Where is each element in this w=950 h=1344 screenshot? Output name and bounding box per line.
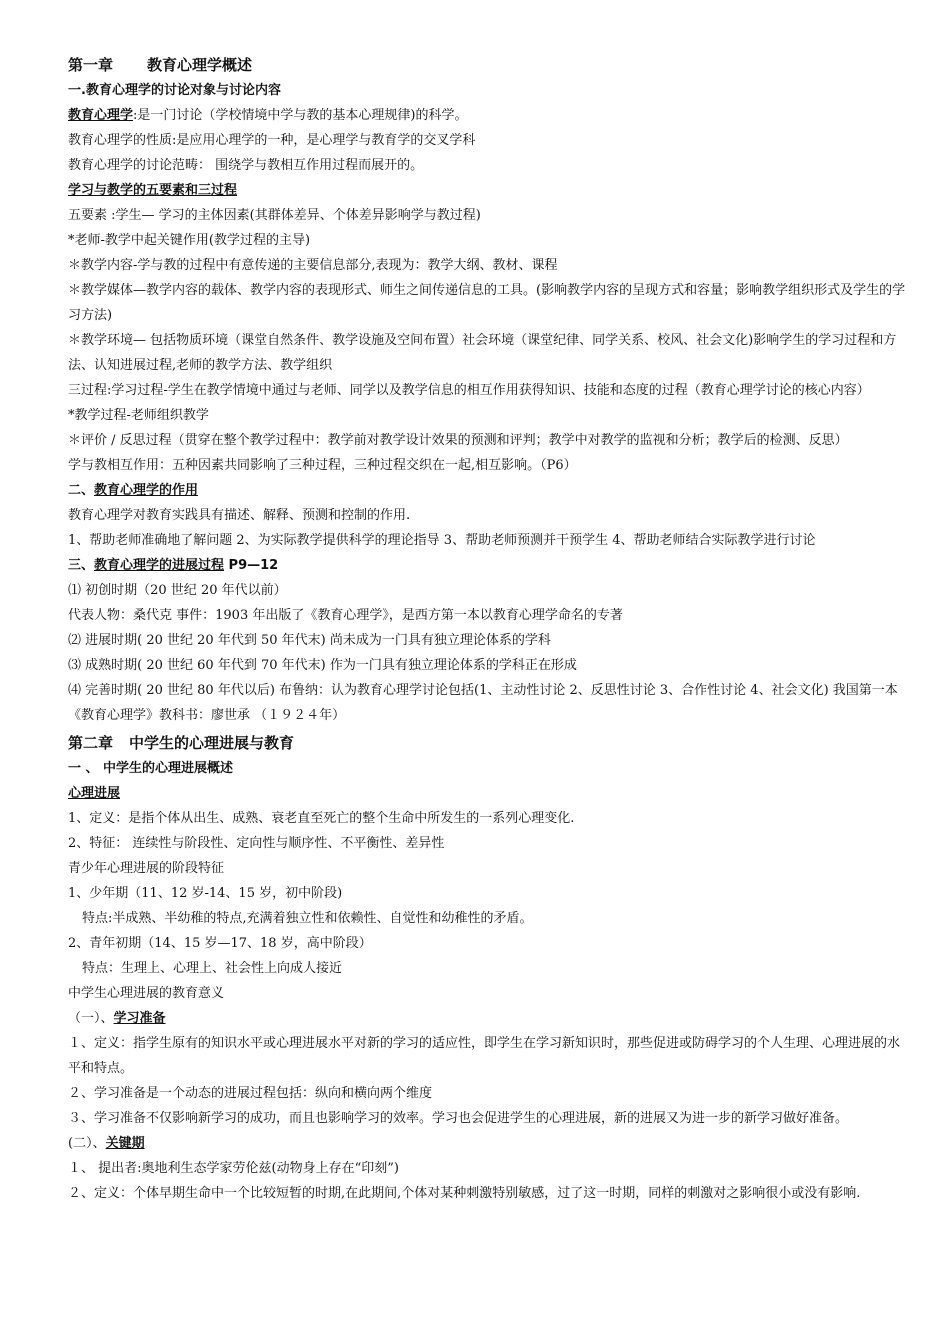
subsection-number: (二）、 [68, 1136, 106, 1151]
paragraph: 特点：生理上、心理上、社会性上向成人接近 [82, 961, 343, 976]
subsection-heading [68, 1131, 908, 1156]
paragraph: 三过程:学习过程-学生在教学情境中通过与老师、同学以及教学信息的相互作用获得知识、技能和态度的过程（教育心理学讨论的核心内容） [68, 383, 870, 398]
paragraph: ⑴ 初创时期（20 世纪 20 年代以前） [68, 583, 287, 598]
paragraph: ＊教学媒体—教学内容的载体、教学内容的表现形式、师生之间传递信息的工具。(影响教学内容的呈现方式和容量；影响教学组织形式及学生的学习方法) [68, 283, 906, 323]
paragraph: 2、特征： 连续性与阶段性、定向性与顺序性、不平衡性、差异性 [68, 836, 445, 851]
subsection-heading: 心理进展 [68, 786, 121, 801]
paragraph: 1、定义：是指个体从出生、成熟、衰老直至死亡的整个生命中所发生的一系列心理变化. [68, 811, 575, 826]
paragraph: ３、学习准备不仅影响新学习的成功，而且也影响学习的效率。学习也会促进学生的心理进展，新的进展又为进一步的新学习做好准备。 [68, 1111, 849, 1126]
paragraph: ２、学习准备是一个动态的进展过程包括：纵向和横向两个维度 [68, 1086, 433, 1101]
paragraph: 五要素 :学生— 学习的主体因素(其群体差异、个体差异影响学与教过程) [68, 208, 481, 223]
paragraph: 中学生心理进展的教育意义 [68, 986, 225, 1001]
paragraph: ＊教学内容-学与教的过程中有意传递的主要信息部分,表现为：教学大纲、教材、课程 [68, 258, 558, 273]
paragraph: *老师-教学中起关键作用(教学过程的主导) [68, 233, 311, 248]
subsection-title: 关键期 [105, 1136, 145, 1151]
section-heading [68, 553, 908, 578]
chapter-title: 中学生的心理进展与教育 [129, 734, 295, 752]
paragraph: *教学过程-老师组织教学 [68, 408, 209, 423]
section-title: 教育心理学的进展过程 [94, 558, 225, 573]
paragraph: １、 提出者:奥地利生态学家劳伦兹(动物身上存在“印刻”) [68, 1161, 399, 1176]
paragraph: ＊评价 / 反思过程（贯穿在整个教学过程中：教学前对教学设计效果的预测和评判；教学中对教学的监视和分析；教学后的检测、反思） [68, 433, 848, 448]
chapter-title: 教育心理学概述 [147, 56, 253, 74]
paragraph: ⑷ 完善时期( 20 世纪 80 年代以后) 布鲁纳：认为教育心理学讨论包括(1、主动性讨论 2、反思性讨论 3、合作性讨论 4、社会文化) 我国第一本《教育心理学》教科书：廖世承 （１９２４年） [68, 683, 898, 723]
subsection-number: （一）、 [68, 1011, 114, 1026]
term: 教育心理学 [68, 108, 134, 123]
section-title: 教育心理学的作用 [94, 483, 199, 498]
chapter-2-heading [68, 730, 908, 756]
section-number: 二、 [68, 483, 95, 498]
section-heading: 一 、 中学生的心理进展概述 [68, 761, 234, 776]
paragraph: 1、少年期（11、12 岁-14、15 岁，初中阶段) [68, 886, 343, 901]
section-heading [68, 478, 908, 503]
paragraph [68, 103, 908, 128]
paragraph: ⑶ 成熟时期( 20 世纪 60 年代到 70 年代末) 作为一门具有独立理论体系的学科正在形成 [68, 658, 577, 673]
section-heading: 一.教育心理学的讨论对象与讨论内容 [68, 83, 281, 98]
section-number: 三、 [68, 558, 95, 573]
term-definition: :是一门讨论（学校情境中学与教的基本心理规律)的科学。 [133, 108, 468, 123]
chapter-1-heading [68, 52, 908, 78]
paragraph: 学与教相互作用：五种因素共同影响了三种过程，三种过程交织在一起,相互影响。（P6） [68, 458, 577, 473]
page-ref: P9—12 [224, 558, 279, 573]
subsection-heading [68, 1006, 908, 1031]
paragraph: 教育心理学对教育实践具有描述、解释、预测和控制的作用. [68, 508, 411, 523]
paragraph: 教育心理学的讨论范畴： 围绕学与教相互作用过程而展开的。 [68, 158, 424, 173]
paragraph: 2、青年初期（14、15 岁—17、18 岁，高中阶段） [68, 936, 372, 951]
subsection-heading: 学习与教学的五要素和三过程 [68, 183, 238, 198]
paragraph: ⑵ 进展时期( 20 世纪 20 年代到 50 年代末) 尚未成为一门具有独立理论体系的学科 [68, 633, 551, 648]
chapter-label: 第二章 [68, 734, 114, 752]
paragraph: 特点:半成熟、半幼稚的特点,充满着独立性和依赖性、自觉性和幼稚性的矛盾。 [82, 911, 533, 926]
chapter-label: 第一章 [68, 56, 114, 74]
paragraph: 教育心理学的性质:是应用心理学的一种，是心理学与教育学的交叉学科 [68, 133, 476, 148]
subsection-title: 学习准备 [113, 1011, 166, 1026]
paragraph: 青少年心理进展的阶段特征 [68, 861, 225, 876]
paragraph: １、定义：指学生原有的知识水平或心理进展水平对新的学习的适应性，即学生在学习新知识时，那些促进或防碍学习的个人生理、心理进展的水平和特点。 [68, 1036, 901, 1076]
document-page [68, 50, 908, 1206]
paragraph: 1、帮助老师准确地了解问题 2、为实际教学提供科学的理论指导 3、帮助老师预测并干预学生 4、帮助老师结合实际教学进行讨论 [68, 533, 816, 548]
paragraph: 代表人物：桑代克 事件：1903 年出版了《教育心理学》，是西方第一本以教育心理学命名的专著 [68, 608, 623, 623]
paragraph: ２、定义：个体早期生命中一个比较短暂的时期,在此期间,个体对某种刺激特别敏感，过了这一时期，同样的刺激对之影响很小或没有影响. [68, 1186, 861, 1201]
paragraph: ＊教学环境— 包括物质环境（课堂自然条件、教学设施及空间布置）社会环境（课堂纪律、同学关系、校风、社会文化)影响学生的学习过程和方法、认知进展过程,老师的教学方法、教学组织 [68, 333, 897, 373]
